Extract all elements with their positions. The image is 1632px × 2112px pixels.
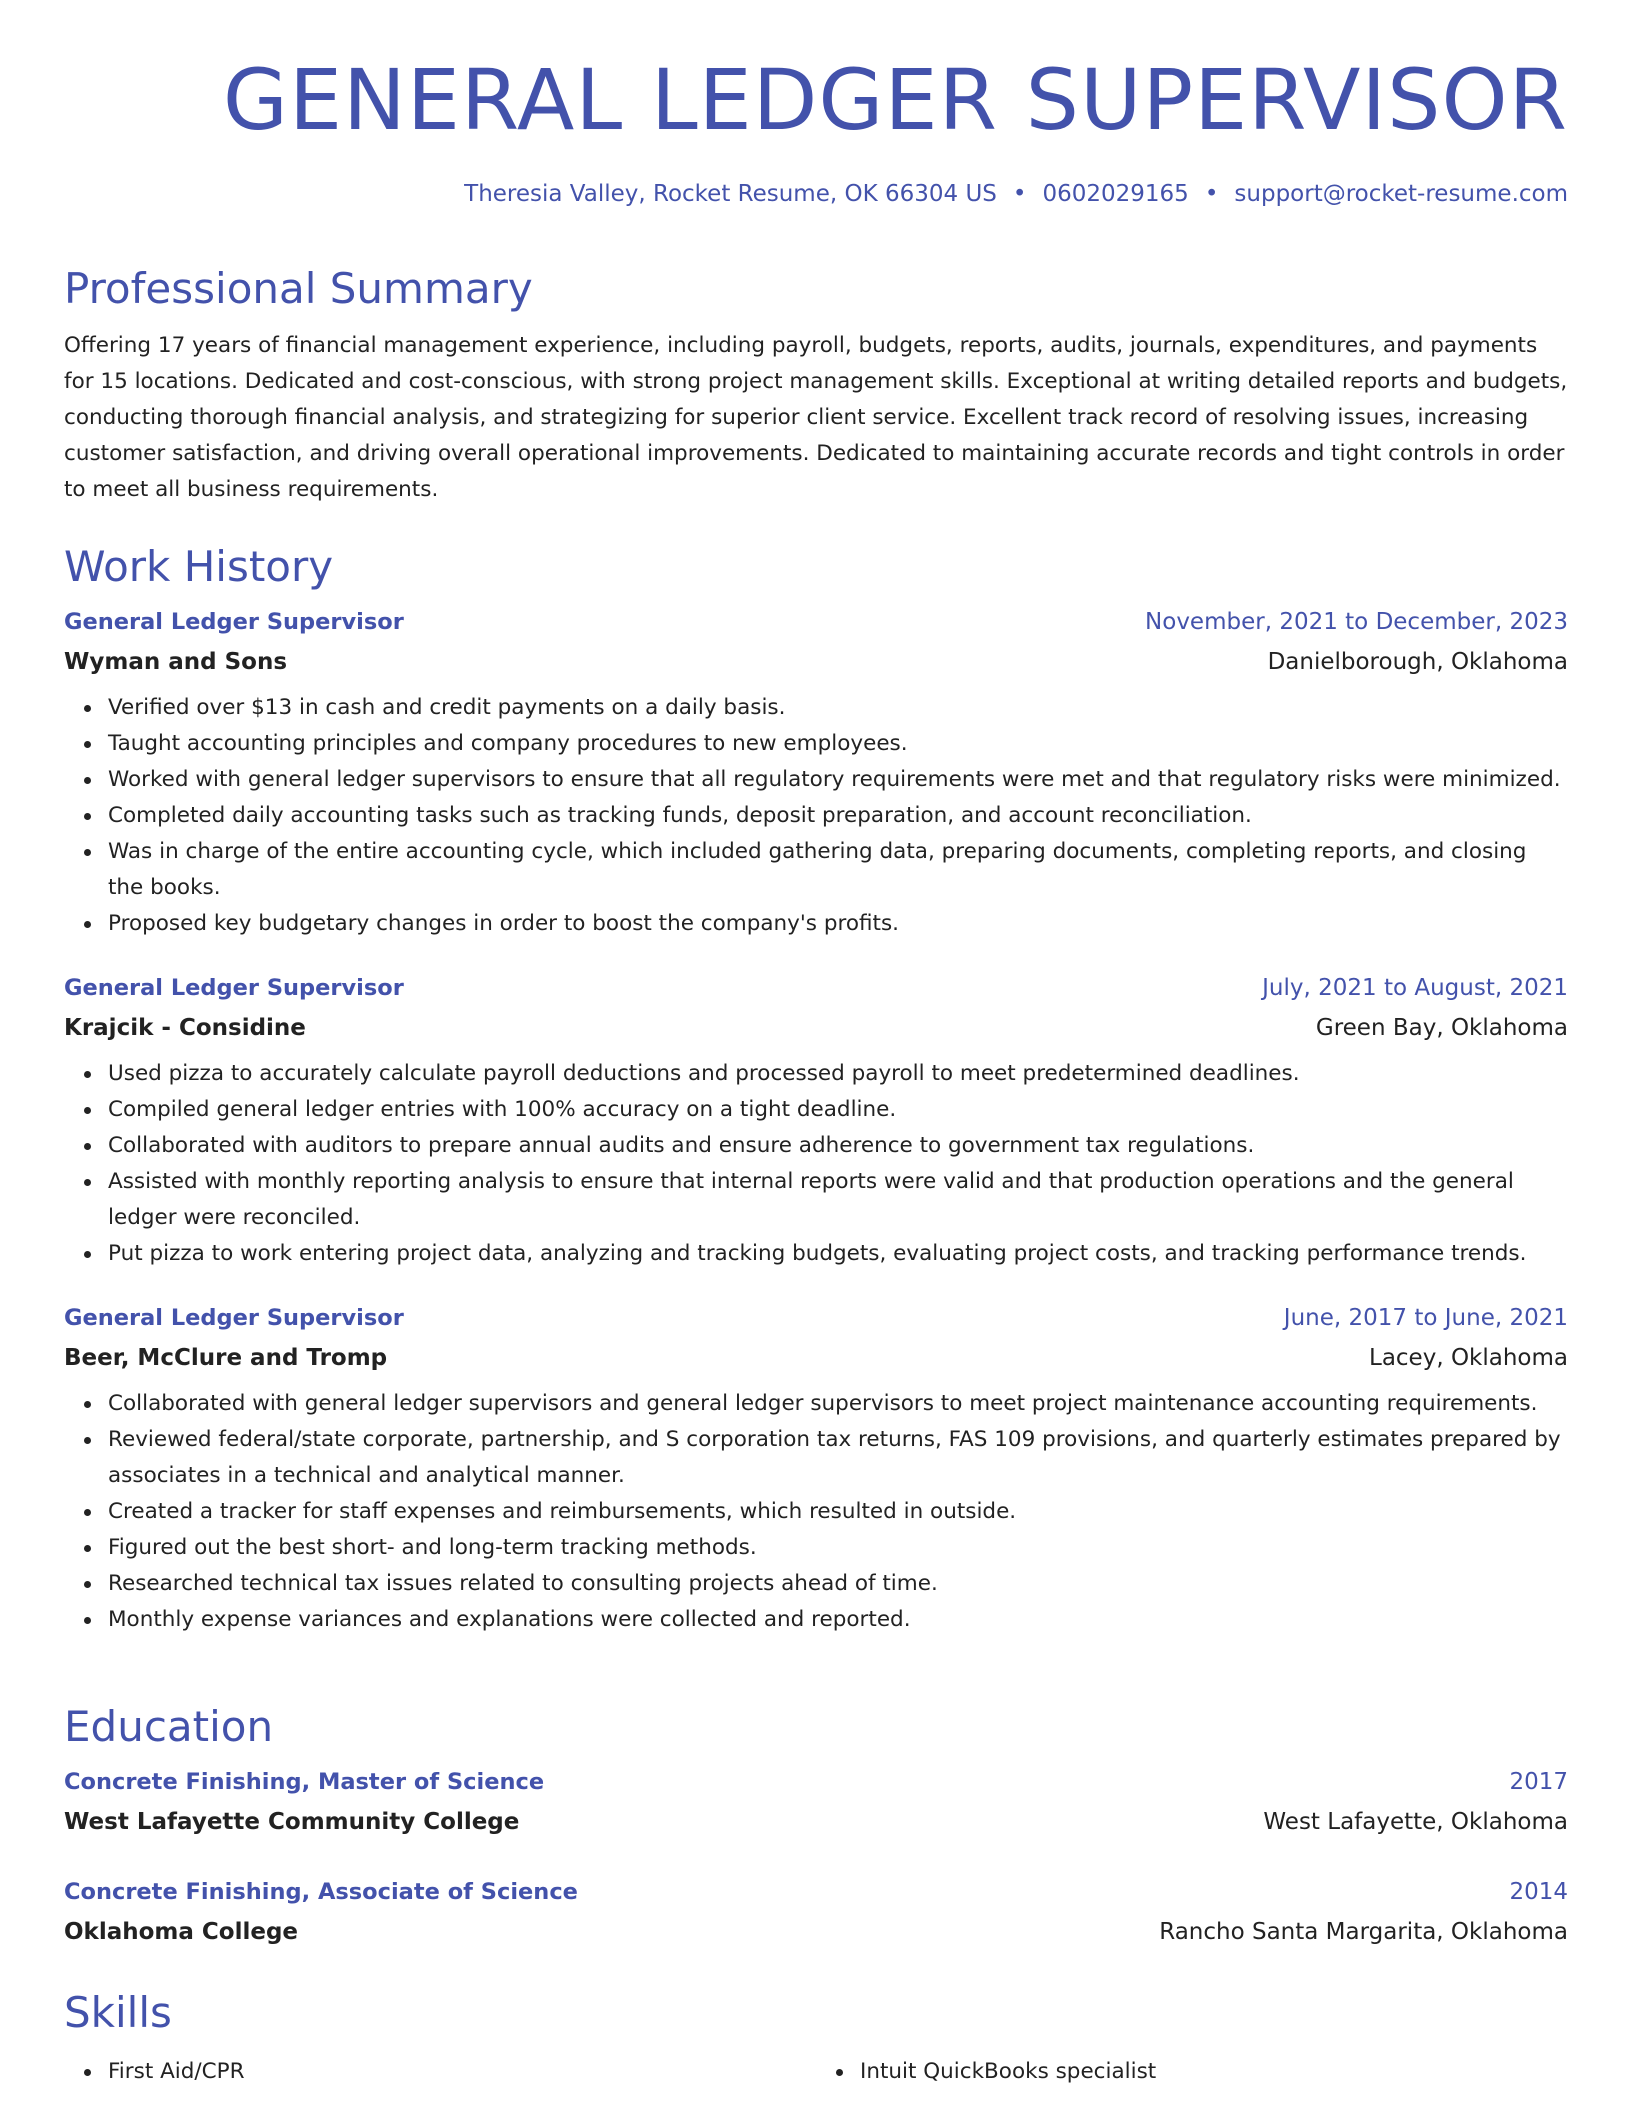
job-company: Wyman and Sons xyxy=(64,649,288,675)
job-role: General Ledger Supervisor xyxy=(64,975,404,1001)
summary-text: Offering 17 years of financial management experience, including payroll, budgets, reports, audits, journals, expenditures, and payments for 15 locations. Dedicated and cost-conscious, with strong project management skills. Exceptional at writing detailed reports and budgets, conducting thorough financial analysis, and strategizing for superior client service. Excellent track record of resolving issues, increasing customer satisfaction, and driving overall operational improvements. Dedicated to maintaining accurate records and tight controls in order to meet all business requirements. xyxy=(64,333,1568,502)
education-location: West Lafayette, Oklahoma xyxy=(1263,1809,1568,1835)
contact-line xyxy=(64,178,1568,210)
job-entry xyxy=(64,602,1568,942)
list-item: Researched technical tax issues related to consulting projects ahead of time. xyxy=(108,1566,1568,1602)
job-dates: June, 2017 to June, 2021 xyxy=(1283,1305,1568,1331)
job-entry xyxy=(64,1298,1568,1638)
list-item: Used pizza to accurately calculate payroll deductions and processed payroll to meet predetermined deadlines. xyxy=(108,1056,1568,1092)
education-heading: Education xyxy=(64,1702,274,1751)
list-item: Completed daily accounting tasks such as tracking funds, deposit preparation, and account reconciliation. xyxy=(108,798,1568,834)
education-school: Oklahoma College xyxy=(64,1919,299,1945)
contact-separator: • xyxy=(1012,181,1027,207)
skills-column-left xyxy=(64,2054,816,2090)
education-entry xyxy=(64,1762,1568,1842)
list-item: Figured out the best short- and long-term tracking methods. xyxy=(108,1530,1568,1566)
education-year: 2017 xyxy=(1509,1769,1568,1795)
job-location: Danielborough, Oklahoma xyxy=(1267,649,1568,675)
education-entry xyxy=(64,1872,1568,1952)
job-location: Lacey, Oklahoma xyxy=(1369,1345,1568,1371)
contact-address: Theresia Valley, Rocket Resume, OK 66304 US xyxy=(464,181,997,207)
list-item: Collaborated with auditors to prepare annual audits and ensure adherence to government tax regulations. xyxy=(108,1128,1568,1164)
list-item: Monthly expense variances and explanations were collected and reported. xyxy=(108,1602,1568,1638)
list-item: Worked with general ledger supervisors to ensure that all regulatory requirements were met and that regulatory risks were minimized. xyxy=(108,762,1568,798)
list-item: Put pizza to work entering project data, analyzing and tracking budgets, evaluating project costs, and tracking performance trends. xyxy=(108,1236,1568,1272)
job-role: General Ledger Supervisor xyxy=(64,609,404,635)
list-item: Reviewed federal/state corporate, partnership, and S corporation tax returns, FAS 109 provisions, and quarterly estimates prepared by associates in a technical and analytical manner. xyxy=(108,1422,1568,1494)
education-school: West Lafayette Community College xyxy=(64,1809,520,1835)
skills-list xyxy=(64,2040,1568,2090)
job-dates: November, 2021 to December, 2023 xyxy=(1145,609,1568,635)
skills-column-right xyxy=(816,2054,1568,2090)
job-dates: July, 2021 to August, 2021 xyxy=(1262,975,1568,1001)
resume-title: GENERAL LEDGER SUPERVISOR xyxy=(222,51,1568,149)
job-company: Beer, McClure and Tromp xyxy=(64,1345,388,1371)
list-item: Assisted with monthly reporting analysis to ensure that internal reports were valid and that production operations and the general ledger were reconciled. xyxy=(108,1164,1568,1236)
education-degree: Concrete Finishing, Associate of Science xyxy=(64,1879,578,1905)
education-location: Rancho Santa Margarita, Oklahoma xyxy=(1159,1919,1568,1945)
job-location: Green Bay, Oklahoma xyxy=(1315,1015,1568,1041)
job-company: Krajcik - Considine xyxy=(64,1015,306,1041)
education-year: 2014 xyxy=(1509,1879,1568,1905)
list-item: Created a tracker for staff expenses and reimbursements, which resulted in outside. xyxy=(108,1494,1568,1530)
job-bullets xyxy=(64,1386,1568,1638)
contact-email[interactable]: support@rocket-resume.com xyxy=(1234,181,1568,207)
list-item: First Aid/CPR xyxy=(108,2054,816,2090)
education-section xyxy=(64,1700,1568,1952)
list-item: Taught accounting principles and company procedures to new employees. xyxy=(108,726,1568,762)
contact-separator: • xyxy=(1204,181,1219,207)
summary-section xyxy=(64,262,1568,508)
skills-section xyxy=(64,1986,1568,2090)
work-history-section xyxy=(64,540,1568,1638)
skills-heading: Skills xyxy=(64,1988,172,2037)
list-item: Was in charge of the entire accounting cycle, which included gathering data, preparing documents, completing reports, and closing the books. xyxy=(108,834,1568,906)
job-bullets xyxy=(64,1056,1568,1272)
list-item: Compiled general ledger entries with 100% accuracy on a tight deadline. xyxy=(108,1092,1568,1128)
education-degree: Concrete Finishing, Master of Science xyxy=(64,1769,545,1795)
list-item: Proposed key budgetary changes in order to boost the company's profits. xyxy=(108,906,1568,942)
contact-phone[interactable]: 0602029165 xyxy=(1042,181,1189,207)
job-role: General Ledger Supervisor xyxy=(64,1305,404,1331)
work-history-heading: Work History xyxy=(64,542,334,591)
list-item: Intuit QuickBooks specialist xyxy=(860,2054,1568,2090)
job-bullets xyxy=(64,690,1568,942)
summary-heading: Professional Summary xyxy=(64,264,533,313)
list-item: Collaborated with general ledger supervisors and general ledger supervisors to meet project maintenance accounting requirements. xyxy=(108,1386,1568,1422)
resume-page xyxy=(64,50,1568,150)
job-entry xyxy=(64,968,1568,1272)
list-item: Verified over $13 in cash and credit payments on a daily basis. xyxy=(108,690,1568,726)
